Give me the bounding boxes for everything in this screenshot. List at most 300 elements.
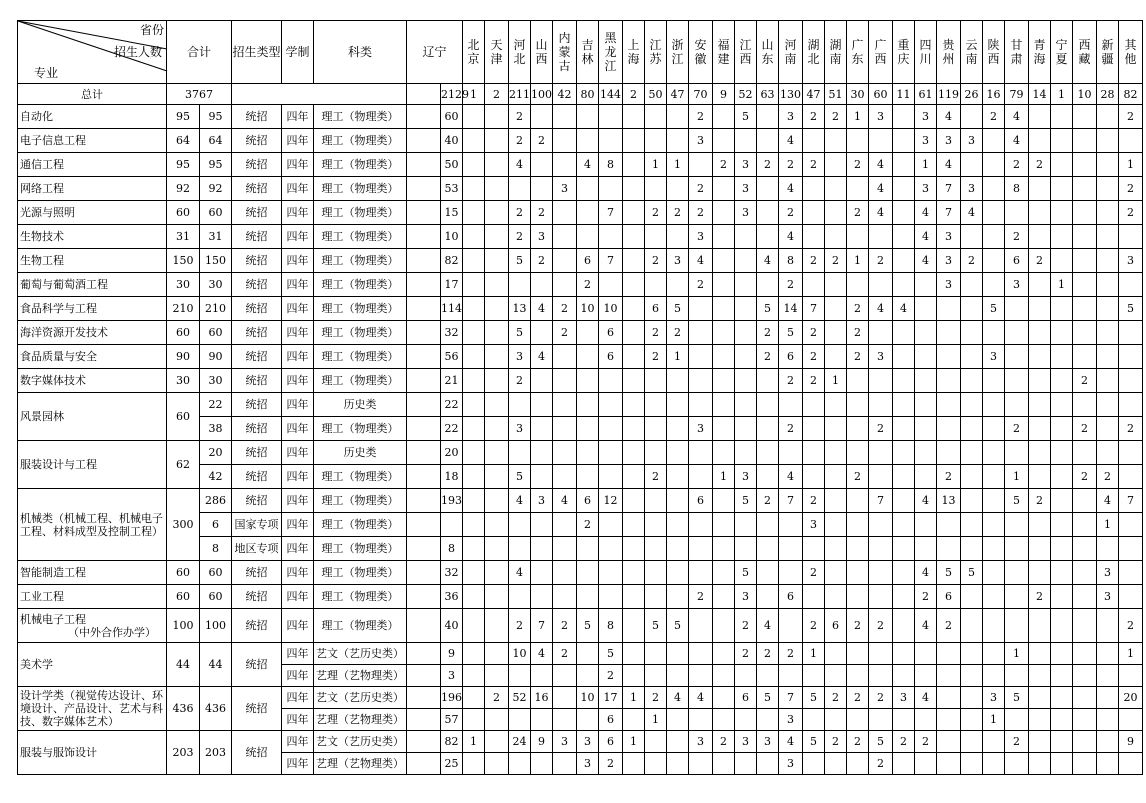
province-value: 5: [509, 465, 531, 489]
province-value: [803, 273, 825, 297]
province-value: [937, 537, 961, 561]
province-value: [869, 665, 893, 687]
province-value: 2: [825, 731, 847, 753]
province-value: [937, 345, 961, 369]
study-length: 四年: [282, 177, 314, 201]
study-length: 四年: [282, 643, 314, 665]
province-value: [667, 513, 689, 537]
province-value: 6: [599, 321, 623, 345]
province-value: [689, 561, 713, 585]
province-value: [713, 753, 735, 775]
province-value: [485, 273, 509, 297]
subject-category: 理工（物理类）: [314, 177, 407, 201]
major-name: 工业工程: [18, 585, 167, 609]
province-value: [713, 129, 735, 153]
province-value: 4: [757, 249, 779, 273]
province-value: 4: [689, 249, 713, 273]
province-value: [869, 129, 893, 153]
province-value: 1: [713, 465, 735, 489]
major-total: 31: [167, 225, 200, 249]
province-value: 4: [757, 609, 779, 643]
province-value: [915, 273, 937, 297]
province-value: [599, 513, 623, 537]
spacer-cell: [407, 489, 441, 513]
province-value: [463, 753, 485, 775]
province-value: [825, 753, 847, 775]
province-value: [577, 201, 599, 225]
table-row: [18, 369, 1143, 393]
province-value: [531, 105, 553, 129]
province-value: [1073, 297, 1097, 321]
province-value: [553, 201, 577, 225]
province-value: [779, 441, 803, 465]
province-value: [713, 643, 735, 665]
province-value: [1005, 609, 1029, 643]
province-value: 2: [779, 417, 803, 441]
province-value: 2: [757, 153, 779, 177]
province-value: [531, 753, 553, 775]
plan-count: 60: [200, 585, 232, 609]
province-value: [553, 393, 577, 417]
province-value: [1097, 225, 1119, 249]
table-row: [18, 731, 1143, 753]
province-value: [961, 417, 983, 441]
plan-count: 44: [200, 643, 232, 687]
province-value: [1051, 489, 1073, 513]
province-name: 甘肃: [1010, 38, 1023, 66]
enroll-type: 统招: [232, 225, 282, 249]
province-value: 9: [531, 731, 553, 753]
province-value: 5: [803, 687, 825, 709]
province-value: [1119, 585, 1143, 609]
province-value: [485, 465, 509, 489]
province-value: [463, 687, 485, 709]
major-total: 300: [167, 489, 200, 561]
province-value: [847, 417, 869, 441]
province-value: 2: [847, 345, 869, 369]
province-value: [553, 561, 577, 585]
province-value: 5: [667, 609, 689, 643]
province-value: 2: [779, 369, 803, 393]
province-value: 2: [735, 609, 757, 643]
province-value: [1051, 417, 1073, 441]
province-value: 4: [915, 225, 937, 249]
province-value: [553, 273, 577, 297]
province-name: 内蒙古: [558, 31, 571, 73]
province-value: [893, 585, 915, 609]
province-value: 193: [441, 489, 463, 513]
province-value: 2: [869, 753, 893, 775]
province-value: [1097, 153, 1119, 177]
province-value: 2: [645, 687, 667, 709]
province-value: [1051, 537, 1073, 561]
province-value: [937, 753, 961, 775]
province-value: [713, 417, 735, 441]
province-value: [825, 665, 847, 687]
province-value: [825, 585, 847, 609]
province-value: [825, 537, 847, 561]
province-value: [825, 177, 847, 201]
province-value: [485, 129, 509, 153]
subject-category: 理工（物理类）: [314, 249, 407, 273]
province-value: 5: [667, 297, 689, 321]
header-province: [825, 21, 847, 84]
province-value: 3: [869, 345, 893, 369]
major-name: 食品科学与工程: [18, 297, 167, 321]
province-value: [893, 709, 915, 731]
province-value: 3: [937, 225, 961, 249]
province-value: [485, 201, 509, 225]
province-value: [757, 665, 779, 687]
table-row: [18, 105, 1143, 129]
province-value: 2: [893, 731, 915, 753]
province-value: [937, 297, 961, 321]
province-value: [1073, 609, 1097, 643]
province-value: [961, 345, 983, 369]
province-value: [441, 513, 463, 537]
province-value: [735, 297, 757, 321]
province-value: 5: [509, 249, 531, 273]
province-value: [825, 489, 847, 513]
subject-category: 理工（物理类）: [314, 585, 407, 609]
province-value: 2: [825, 105, 847, 129]
province-value: 13: [937, 489, 961, 513]
province-value: [893, 321, 915, 345]
province-value: 3: [735, 465, 757, 489]
province-value: [463, 105, 485, 129]
province-value: 4: [531, 345, 553, 369]
province-value: [893, 643, 915, 665]
study-length: 四年: [282, 537, 314, 561]
province-value: [1073, 753, 1097, 775]
plan-count: 60: [200, 561, 232, 585]
province-value: 3: [983, 345, 1005, 369]
province-value: 4: [915, 609, 937, 643]
study-length: 四年: [282, 153, 314, 177]
plan-count: 6: [200, 513, 232, 537]
province-value: [893, 201, 915, 225]
province-value: 2: [1119, 105, 1143, 129]
province-value: [623, 643, 645, 665]
province-value: [915, 297, 937, 321]
province-value: 8: [599, 609, 623, 643]
corner-major-label: 专业: [34, 66, 59, 80]
province-value: 2: [599, 753, 623, 775]
province-value: 10: [577, 297, 599, 321]
province-value: [553, 665, 577, 687]
province-value: [531, 709, 553, 731]
province-value: [1073, 393, 1097, 417]
summary-total: 3767: [167, 84, 232, 105]
province-value: [735, 129, 757, 153]
summary-value: 30: [847, 84, 869, 105]
province-value: [961, 153, 983, 177]
province-value: 2: [1119, 609, 1143, 643]
province-value: [915, 537, 937, 561]
province-value: [1005, 321, 1029, 345]
province-value: [893, 513, 915, 537]
province-value: [645, 753, 667, 775]
summary-label: 总计: [18, 84, 167, 105]
table-row: [18, 561, 1143, 585]
province-value: 2: [1029, 489, 1051, 513]
province-value: [893, 225, 915, 249]
spacer-cell: [407, 177, 441, 201]
province-value: [937, 441, 961, 465]
province-value: [463, 585, 485, 609]
province-value: 2: [577, 273, 599, 297]
province-value: [1051, 513, 1073, 537]
province-value: [735, 537, 757, 561]
province-value: [983, 731, 1005, 753]
province-value: [803, 129, 825, 153]
province-value: 3: [689, 417, 713, 441]
enroll-type: 统招: [232, 153, 282, 177]
study-length: 四年: [282, 393, 314, 417]
province-value: [825, 273, 847, 297]
province-value: [509, 665, 531, 687]
province-value: [1097, 105, 1119, 129]
province-value: [1073, 687, 1097, 709]
province-value: [757, 273, 779, 297]
province-value: 4: [893, 297, 915, 321]
enroll-type: 统招: [232, 489, 282, 513]
province-value: 3: [893, 687, 915, 709]
major-name: 数字媒体技术: [18, 369, 167, 393]
province-value: [757, 441, 779, 465]
province-value: [869, 393, 893, 417]
province-value: 5: [937, 561, 961, 585]
major-total: 60: [167, 321, 200, 345]
province-value: [553, 129, 577, 153]
province-value: 2: [937, 609, 961, 643]
province-value: [713, 687, 735, 709]
province-value: [757, 709, 779, 731]
province-value: [485, 609, 509, 643]
province-value: 3: [577, 753, 599, 775]
enroll-type: 统招: [232, 345, 282, 369]
table-row: [18, 489, 1143, 513]
province-value: 2: [553, 321, 577, 345]
province-value: 5: [577, 609, 599, 643]
province-value: [1029, 369, 1051, 393]
province-value: [623, 753, 645, 775]
province-value: [893, 753, 915, 775]
province-value: 82: [441, 249, 463, 273]
province-name: 西藏: [1078, 38, 1091, 66]
province-value: [757, 753, 779, 775]
province-value: [961, 105, 983, 129]
province-value: [1097, 731, 1119, 753]
province-value: 6: [825, 609, 847, 643]
province-value: [577, 177, 599, 201]
province-value: 2: [847, 609, 869, 643]
plan-count: 30: [200, 369, 232, 393]
province-name: 江西: [739, 38, 752, 66]
province-value: [1119, 273, 1143, 297]
province-value: 8: [1005, 177, 1029, 201]
province-value: 82: [441, 731, 463, 753]
header-subject: 科类: [314, 21, 407, 84]
province-value: [1073, 709, 1097, 731]
province-value: [577, 321, 599, 345]
province-value: 3: [869, 105, 893, 129]
province-value: [1097, 537, 1119, 561]
province-value: [825, 153, 847, 177]
province-value: 5: [735, 489, 757, 513]
province-value: 3: [1097, 585, 1119, 609]
province-value: [1051, 561, 1073, 585]
province-value: 2: [803, 561, 825, 585]
province-value: [623, 225, 645, 249]
province-name: 安徽: [694, 38, 707, 66]
province-value: [1051, 129, 1073, 153]
province-value: [983, 201, 1005, 225]
province-value: 3: [689, 129, 713, 153]
province-value: 2: [531, 129, 553, 153]
table-row: [18, 585, 1143, 609]
province-value: [1005, 709, 1029, 731]
province-name: 广西: [874, 38, 887, 66]
province-value: [893, 465, 915, 489]
province-value: [825, 225, 847, 249]
province-value: 114: [441, 297, 463, 321]
province-value: [531, 417, 553, 441]
header-province: [1051, 21, 1073, 84]
spacer-cell: [407, 643, 441, 665]
province-value: [803, 441, 825, 465]
province-value: [803, 665, 825, 687]
province-value: 50: [441, 153, 463, 177]
province-value: 3: [689, 225, 713, 249]
province-value: 5: [735, 561, 757, 585]
province-value: [577, 345, 599, 369]
summary-value: 47: [803, 84, 825, 105]
study-length: 四年: [282, 489, 314, 513]
province-value: 2: [689, 201, 713, 225]
table-row: [18, 441, 1143, 465]
province-value: [1119, 369, 1143, 393]
province-value: 3: [803, 513, 825, 537]
province-value: [645, 225, 667, 249]
province-value: [485, 393, 509, 417]
province-value: [485, 643, 509, 665]
province-value: [509, 393, 531, 417]
province-value: [509, 513, 531, 537]
plan-count: 95: [200, 105, 232, 129]
province-value: 17: [441, 273, 463, 297]
province-value: [757, 513, 779, 537]
province-value: 52: [509, 687, 531, 709]
spacer-cell: [407, 731, 441, 753]
province-value: [531, 321, 553, 345]
province-value: [983, 249, 1005, 273]
province-value: [553, 249, 577, 273]
province-value: 3: [937, 249, 961, 273]
province-value: 2: [803, 345, 825, 369]
enroll-type: 统招: [232, 561, 282, 585]
plan-count: 92: [200, 177, 232, 201]
subject-category: 理工（物理类）: [314, 153, 407, 177]
summary-value: 60: [869, 84, 893, 105]
province-value: 2: [803, 249, 825, 273]
province-value: 2: [577, 513, 599, 537]
province-value: [553, 687, 577, 709]
province-value: 6: [599, 731, 623, 753]
province-value: [485, 585, 509, 609]
province-value: [1051, 585, 1073, 609]
province-name: 贵州: [942, 38, 955, 66]
province-name: 黑龙江: [604, 31, 617, 73]
province-value: [509, 709, 531, 731]
province-value: [1119, 321, 1143, 345]
province-value: 1: [645, 153, 667, 177]
major-name: 服装设计与工程: [18, 441, 167, 489]
province-value: [485, 731, 509, 753]
province-value: 5: [599, 643, 623, 665]
province-value: [893, 153, 915, 177]
major-total: 210: [167, 297, 200, 321]
province-value: [1029, 643, 1051, 665]
province-value: [1051, 201, 1073, 225]
province-value: [869, 321, 893, 345]
province-value: [803, 709, 825, 731]
province-value: 4: [915, 201, 937, 225]
province-value: [689, 513, 713, 537]
province-value: 21: [441, 369, 463, 393]
province-value: [1051, 177, 1073, 201]
province-value: [623, 321, 645, 345]
province-value: [623, 561, 645, 585]
province-value: [1073, 731, 1097, 753]
province-value: [689, 393, 713, 417]
province-value: [915, 441, 937, 465]
province-value: 40: [441, 609, 463, 643]
province-value: 7: [531, 609, 553, 643]
province-value: [847, 513, 869, 537]
province-value: [553, 709, 577, 731]
province-value: [553, 105, 577, 129]
province-value: 5: [757, 687, 779, 709]
province-value: [485, 753, 509, 775]
province-value: [1073, 225, 1097, 249]
province-value: [779, 665, 803, 687]
study-length: 四年: [282, 417, 314, 441]
province-value: [961, 297, 983, 321]
province-value: [735, 665, 757, 687]
province-value: [485, 441, 509, 465]
province-value: [645, 129, 667, 153]
study-length: 四年: [282, 731, 314, 753]
province-value: [893, 609, 915, 643]
summary-value: 16: [983, 84, 1005, 105]
province-value: 2: [509, 369, 531, 393]
province-value: [983, 225, 1005, 249]
province-value: [645, 489, 667, 513]
province-value: [623, 489, 645, 513]
province-value: [577, 441, 599, 465]
province-value: [667, 753, 689, 775]
province-value: 5: [735, 105, 757, 129]
province-value: [1051, 249, 1073, 273]
summary-value: 82: [1119, 84, 1143, 105]
province-value: [803, 393, 825, 417]
province-value: 2: [1005, 417, 1029, 441]
province-value: [893, 441, 915, 465]
province-value: 2: [847, 731, 869, 753]
province-value: 2: [779, 201, 803, 225]
province-value: 1: [667, 345, 689, 369]
